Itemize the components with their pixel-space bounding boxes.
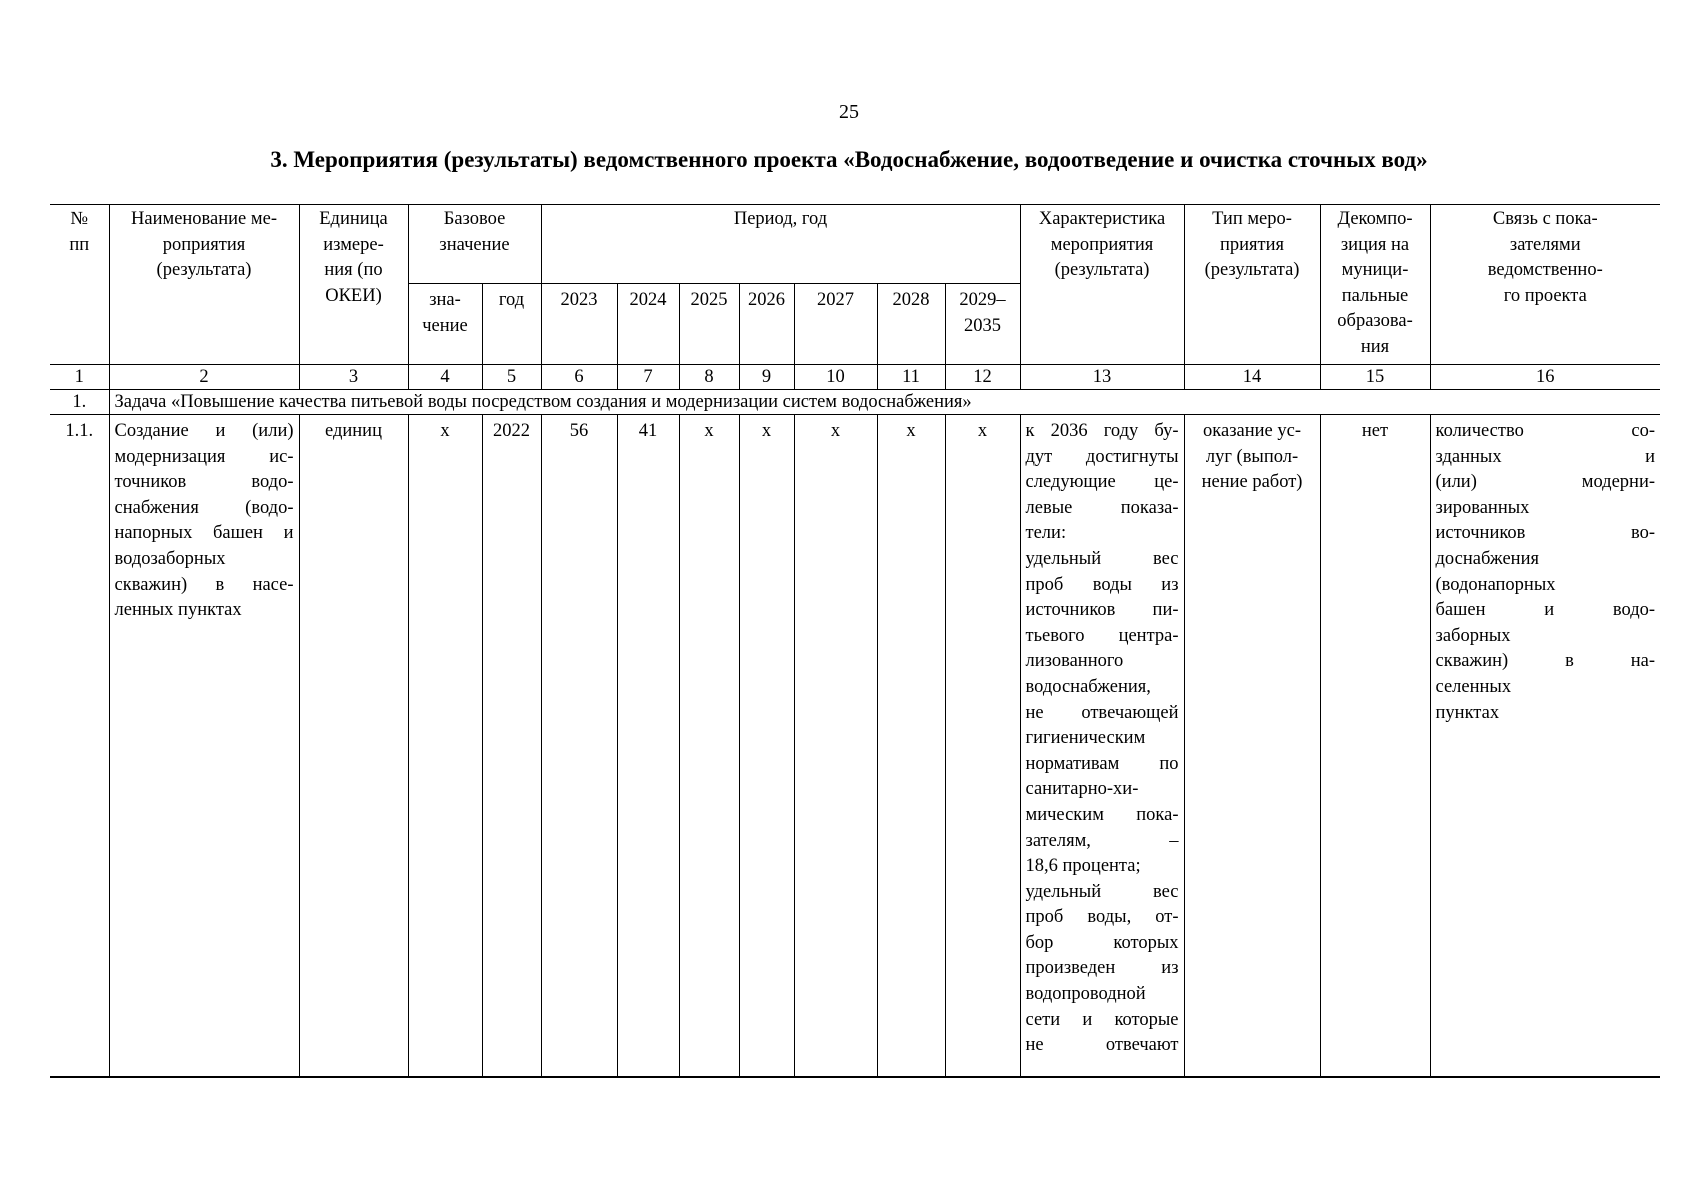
- column-number: 3: [299, 365, 408, 390]
- header-base-year: год: [482, 284, 541, 365]
- measure-characteristic: к 2036 году бу- дут достигнуты следующие це- левые показа- тели: удельный вес проб воды из источников пи- тьевого центра- лизованного водоснабжения, не отвечающей гигиеническим нормативам по санитарно-хи- мическим пока- зателям, – 18,6 процента; удельный вес проб воды, от- бор которых произведен из водопроводной сети и которые не отвечают: [1020, 415, 1184, 1078]
- task-number: 1.: [50, 390, 109, 415]
- header-year-2026: 2026: [739, 284, 794, 365]
- column-number: 9: [739, 365, 794, 390]
- value-2025: х: [679, 415, 739, 1078]
- row-number: 1.1.: [50, 415, 109, 1078]
- column-number: 4: [408, 365, 482, 390]
- column-number: 11: [877, 365, 945, 390]
- header-characteristic: Характеристика мероприятия (результата): [1020, 205, 1184, 365]
- indicator-link: количество со- зданных и (или) модерни- зированных источников во- доснабжения (водонапорных башен и водо- заборных скважин) в на- селенных пунктах: [1430, 415, 1660, 1078]
- header-year-2023: 2023: [541, 284, 617, 365]
- column-number: 14: [1184, 365, 1320, 390]
- header-type: Тип меро- приятия (результата): [1184, 205, 1320, 365]
- column-number: 5: [482, 365, 541, 390]
- base-year: 2022: [482, 415, 541, 1078]
- header-base: Базовое значение: [408, 205, 541, 284]
- column-number: 8: [679, 365, 739, 390]
- measure-unit: единиц: [299, 415, 408, 1078]
- column-number: 7: [617, 365, 679, 390]
- value-2023: 56: [541, 415, 617, 1078]
- page-number: 25: [839, 101, 859, 123]
- value-2026: х: [739, 415, 794, 1078]
- table-row: [50, 415, 1660, 1078]
- column-number: 10: [794, 365, 877, 390]
- header-unit: Единица измере- ния (по ОКЕИ): [299, 205, 408, 365]
- task-row: [50, 390, 1660, 415]
- task-text: Задача «Повышение качества питьевой воды посредством создания и модернизации систем водоснабжения»: [109, 390, 1660, 415]
- value-2028: х: [877, 415, 945, 1078]
- measures-table: [50, 204, 1660, 1078]
- column-numbers-row: [50, 365, 1660, 390]
- column-number: 6: [541, 365, 617, 390]
- column-number: 15: [1320, 365, 1430, 390]
- decomposition-value: нет: [1320, 415, 1430, 1078]
- column-number: 12: [945, 365, 1020, 390]
- column-number: 1: [50, 365, 109, 390]
- column-number: 2: [109, 365, 299, 390]
- header-num-text: № пп: [69, 209, 90, 255]
- header-num: [50, 205, 109, 365]
- value-2027: х: [794, 415, 877, 1078]
- header-link: Связь с пока- зателями ведомственно- го проекта: [1430, 205, 1660, 365]
- header-period: Период, год: [541, 205, 1020, 284]
- header-year-2025: 2025: [679, 284, 739, 365]
- header-year-2024: 2024: [617, 284, 679, 365]
- column-number: 13: [1020, 365, 1184, 390]
- page-title: 3. Мероприятия (результаты) ведомственного проекта «Водоснабжение, водоотведение и очистка сточных вод»: [270, 147, 1428, 172]
- value-2024: 41: [617, 415, 679, 1078]
- header-year-2027: 2027: [794, 284, 877, 365]
- header-base-value: зна- чение: [408, 284, 482, 365]
- header-year-2029-2035: 2029– 2035: [945, 284, 1020, 365]
- value-2029-2035: х: [945, 415, 1020, 1078]
- measure-name: Создание и (или) модернизация ис- точников водо- снабжения (водо- напорных башен и водозаборных скважин) в насе- ленных пунктах: [109, 415, 299, 1078]
- base-value: х: [408, 415, 482, 1078]
- header-name: Наименование ме- роприятия (результата): [109, 205, 299, 365]
- measure-type: оказание ус- луг (выпол- нение работ): [1184, 415, 1320, 1078]
- header-row: [50, 205, 1660, 284]
- header-year-2028: 2028: [877, 284, 945, 365]
- column-number: 16: [1430, 365, 1660, 390]
- header-decomposition: Декомпо- зиция на муници- пальные образова- ния: [1320, 205, 1430, 365]
